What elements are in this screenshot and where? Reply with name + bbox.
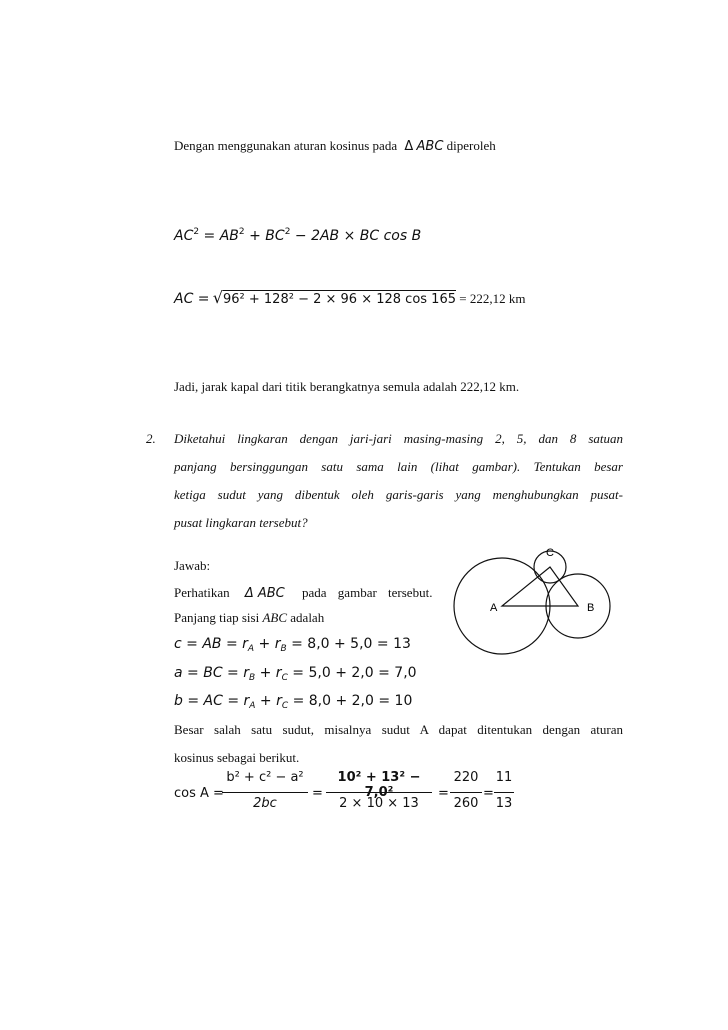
problem-line-4: pusat lingkaran tersebut? [174, 515, 308, 530]
frac3-bar [450, 792, 482, 793]
circle-a [454, 558, 550, 654]
formula-cosine-rule: $AC^2 = AB^2 + BC^2 - 2AB$ × BC cos B [174, 227, 422, 244]
label-b: B [587, 602, 595, 614]
intro-text-before: Dengan menggunakan aturan kosinus pada [174, 138, 398, 153]
frac2-numerator: 10² + 13² − 7,0² [337, 770, 421, 800]
intro-line [174, 138, 496, 154]
problem-number: 2. [146, 431, 156, 446]
formula2-lhs: AC = [174, 291, 210, 307]
sides-abc: ABC [262, 610, 288, 625]
frac2-bar [326, 792, 432, 793]
frac3-denominator: 260 [453, 796, 479, 811]
observe-line: Perhatikan Δ ABC pada gambar tersebut. [174, 585, 433, 601]
formula2-result: = 222,12 km [459, 291, 526, 306]
frac1-denominator: 2bc [253, 796, 277, 811]
circle-c [534, 551, 566, 583]
formula1-ab: AB [219, 228, 239, 244]
equation-c: c = AB = $r_A + r_B = 8,0 + 5,0 = 13$ [174, 636, 411, 654]
sides-line: Panjang tiap sisi ABC adalah [174, 610, 325, 625]
eq-sign-2: = [312, 786, 323, 801]
frac4-bar [494, 792, 514, 793]
sqrt-icon: √ [212, 288, 223, 307]
cos-lhs: cos A = [174, 786, 224, 801]
intro-triangle-symbol: Δ [404, 139, 414, 154]
equation-b: b = AC = $r_A + r_C = 8,0 + 2,0 = 10$ [174, 693, 413, 711]
triangle-abc [502, 567, 578, 606]
eq-sign-4: = [483, 786, 494, 801]
problem-line-3: ketiga sudut yang dibentuk oleh garis-garis yang menghubungkan pusat- [174, 487, 623, 502]
equation-a: a = BC = $r_B + r_C = 5,0 + 2,0 = 7,0$ [174, 665, 417, 683]
frac4-numerator: 11 [495, 770, 513, 785]
formula1-bc: BC [265, 228, 285, 244]
problem-line-2: panjang bersinggungan satu sama lain (lihat gambar). Tentukan besar [174, 459, 623, 474]
formula2-radicand: 96² + 128² − 2 × 96 × 128 cos 165 [223, 292, 456, 307]
frac3-numerator: 220 [453, 770, 479, 785]
frac2-denominator: 2 × 10 × 13 [339, 796, 419, 811]
method-line-2: kosinus sebagai berikut. [174, 750, 300, 765]
label-a: A [490, 602, 498, 614]
frac4-denominator: 13 [495, 796, 513, 811]
eq-sign-3: = [438, 786, 449, 801]
frac1-numerator: b² + c² − a² [226, 770, 304, 785]
frac1-bar [222, 792, 308, 793]
formula1-term: 2AB × BC cos B [311, 228, 422, 244]
label-c: C [546, 547, 554, 559]
answer-label: Jawab: [174, 558, 211, 573]
formula-ac-value [174, 288, 525, 307]
circle-b [546, 574, 610, 638]
observe-triangle: Δ ABC [244, 586, 285, 601]
intro-abc: ABC [416, 139, 444, 154]
problem-line-1: Diketahui lingkaran dengan jari-jari masing-masing 2, 5, dan 8 satuan [174, 431, 623, 446]
method-line-1: Besar salah satu sudut, misalnya sudut A dapat ditentukan dengan aturan [174, 722, 623, 737]
conclusion-text: Jadi, jarak kapal dari titik berangkatnya semula adalah 222,12 km. [174, 379, 520, 394]
formula1-lhs: AC [174, 228, 194, 244]
intro-text-after: diperoleh [446, 138, 496, 153]
